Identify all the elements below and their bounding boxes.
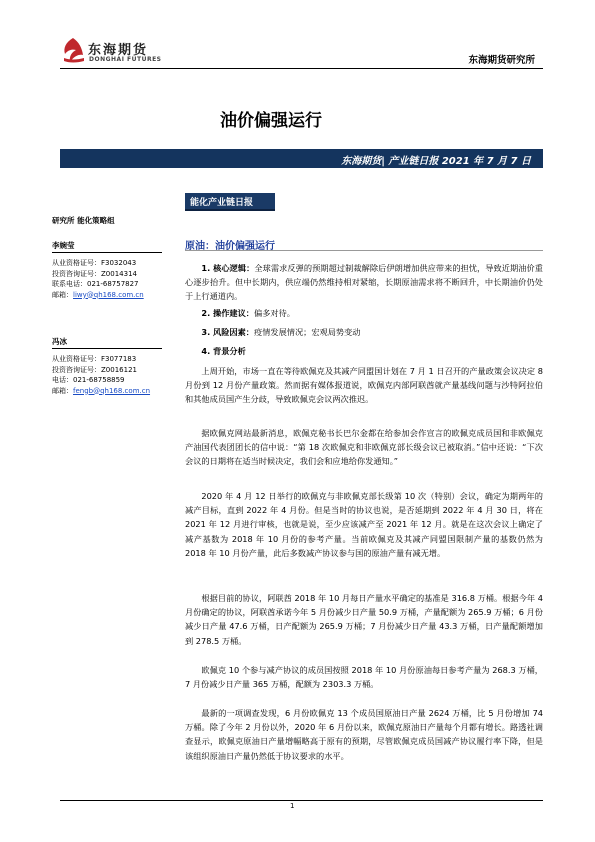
background-paragraph: 上周开始，市场一直在等待欧佩克及其减产同盟国计划在 7 月 1 日召开的产量政策会议决定 8 月份到 12 月份产量政策。然而据有媒体报道说，欧佩克内部阿联酋就产量基线问题与沙特阿拉伯和其他成员国产生分歧，导致欧佩克会议两次推迟。 <box>185 366 543 405</box>
background-paragraph: 根据目前的协议，阿联酋 2018 年 10 月每日产量水平确定的基准是 316.8 万桶。根据今年 4 月份确定的协议，阿联酋承诺今年 5 月份减少日产量 50.9 万桶，产量配额为 265.9 万桶；6 月份减少日产量 47.6 万桶，日产配额为 265.9 万桶；7 月份减少日产量 43.3 万桶，日产量配额增加到 278.5 万桶。 <box>185 593 543 646</box>
core-logic <box>185 261 543 304</box>
report-title: 油价偏强运行 <box>220 111 322 131</box>
page-number: 1 <box>290 802 295 810</box>
background-paragraph: 2020 年 4 月 12 日举行的欧佩克与非欧佩克部长级第 10 次（特别）会议，确定为期两年的减产目标，直到 2022 年 4 月份。但是当时的协议也说，是否延期到 2022 年 4 月 30 日，将在 2021 年 12 月进行审核，也就是说，至少应该减产至 2021 年 12 月。就是在这次会议上确定了减产基数为 2018 年 10 月份的参考产量。当前欧佩克及其减产同盟国限制产量的基数仍然为 2018 年 10 月份产量，此后多数减产协议参与国的原油产量有减无增。 <box>185 491 543 558</box>
analyst-email-row <box>52 290 144 301</box>
section-label-text: 能化产业链日报 <box>190 198 254 208</box>
operation-advice <box>185 306 543 320</box>
background-paragraph: 欧佩克 10 个参与减产协议的成员国按照 2018 年 10 月份原油每日参考产量为 268.3 万桶，7 月份减少日产量 365 万桶，配额为 2303.3 万桶。 <box>185 665 543 690</box>
background-paragraph: 据欧佩克网站最新消息，欧佩克秘书长巴尔金都在给参加会作宣言的欧佩克成员国和非欧佩克产油国代表团团长的信中说：“第 18 次欧佩克和非欧佩克部长级会议已被取消。”信中还说：“下次会议的日期将在适当时候决定，我们会和应地给你发通知。” <box>185 428 543 467</box>
analyst-email-row <box>52 386 150 397</box>
operation-advice-text: 偏多对待。 <box>254 308 295 318</box>
subtitle-divider <box>185 250 543 251</box>
analyst-name: 李婉莹 <box>52 241 75 250</box>
background-paragraph: 最新的一项调查发现，6 月份欧佩克 13 个成员国原油日产量 2624 万桶，比 5 月份增加 74 万桶。除了今年 2 月份以外，2020 年 6 月份以来，欧佩克原油日产量每个月都有增长。路透社调查显示，欧佩克原油日产量增幅略高于原有的预期，尽管欧佩克成员国减产协议履行率下降，但是该组织原油日产量仍然低于协议要求的水平。 <box>185 708 543 761</box>
logo-english-text: DONGHAI FUTURES <box>89 56 162 63</box>
analyst-email-link[interactable]: fengb@qh168.com.cn <box>73 386 151 395</box>
background-heading: 4. 背景分析 <box>201 346 246 356</box>
analyst-info <box>52 258 144 300</box>
article-subtitle: 原油：油价偏强运行 <box>185 241 275 252</box>
analyst-phone: 电话：021-68758859 <box>52 376 125 384</box>
risk-factors <box>185 325 543 339</box>
core-logic-text: 全球需求反弹的预期超过制裁解除后伊朗增加供应带来的担忧，导致近期油价重心逐步抬升。但中长期内，供应端仍然维持相对紧缩，长期原油需求将不断回升，中长期油价仍处于上行通道内。 <box>185 263 543 302</box>
analyst-qualification: 从业资格证号：F3077183 <box>52 355 137 363</box>
logo-mark-icon <box>60 36 86 66</box>
risk-factors-label: 3. 风险因素： <box>201 327 254 337</box>
analyst-divider <box>52 348 162 349</box>
company-logo <box>60 36 190 70</box>
core-logic-label: 1. 核心逻辑： <box>201 263 255 273</box>
analyst-info <box>52 354 150 396</box>
analyst-divider <box>52 252 162 253</box>
analyst-name: 冯冰 <box>52 337 67 346</box>
section-label <box>185 193 275 211</box>
email-label: 邮箱： <box>52 386 73 395</box>
banner-text: 东海期货| 产业链日报 2021 年 7 月 7 日 <box>341 156 531 167</box>
analyst-phone: 联系电话：021-68757827 <box>52 280 139 288</box>
email-label: 邮箱： <box>52 290 73 299</box>
analyst-email-link[interactable]: liwy@qh168.com.cn <box>73 290 144 299</box>
report-banner <box>60 149 543 168</box>
analyst-consult-id: 投资咨询证号：Z0016121 <box>52 365 137 374</box>
analyst-consult-id: 投资咨询证号：Z0014314 <box>52 269 137 278</box>
footer-divider <box>60 800 543 801</box>
operation-advice-label: 2. 操作建议： <box>201 308 254 318</box>
background-heading-block <box>185 344 543 358</box>
research-dept: 研究所 能化策略组 <box>52 216 115 225</box>
institute-name: 东海期货研究所 <box>468 55 535 66</box>
analyst-qualification: 从业资格证号：F3032043 <box>52 259 137 267</box>
logo-chinese-text: 东海期货 <box>88 43 149 58</box>
header-divider <box>60 68 543 69</box>
risk-factors-text: 疫情发展情况；宏观局势变动 <box>254 327 361 337</box>
